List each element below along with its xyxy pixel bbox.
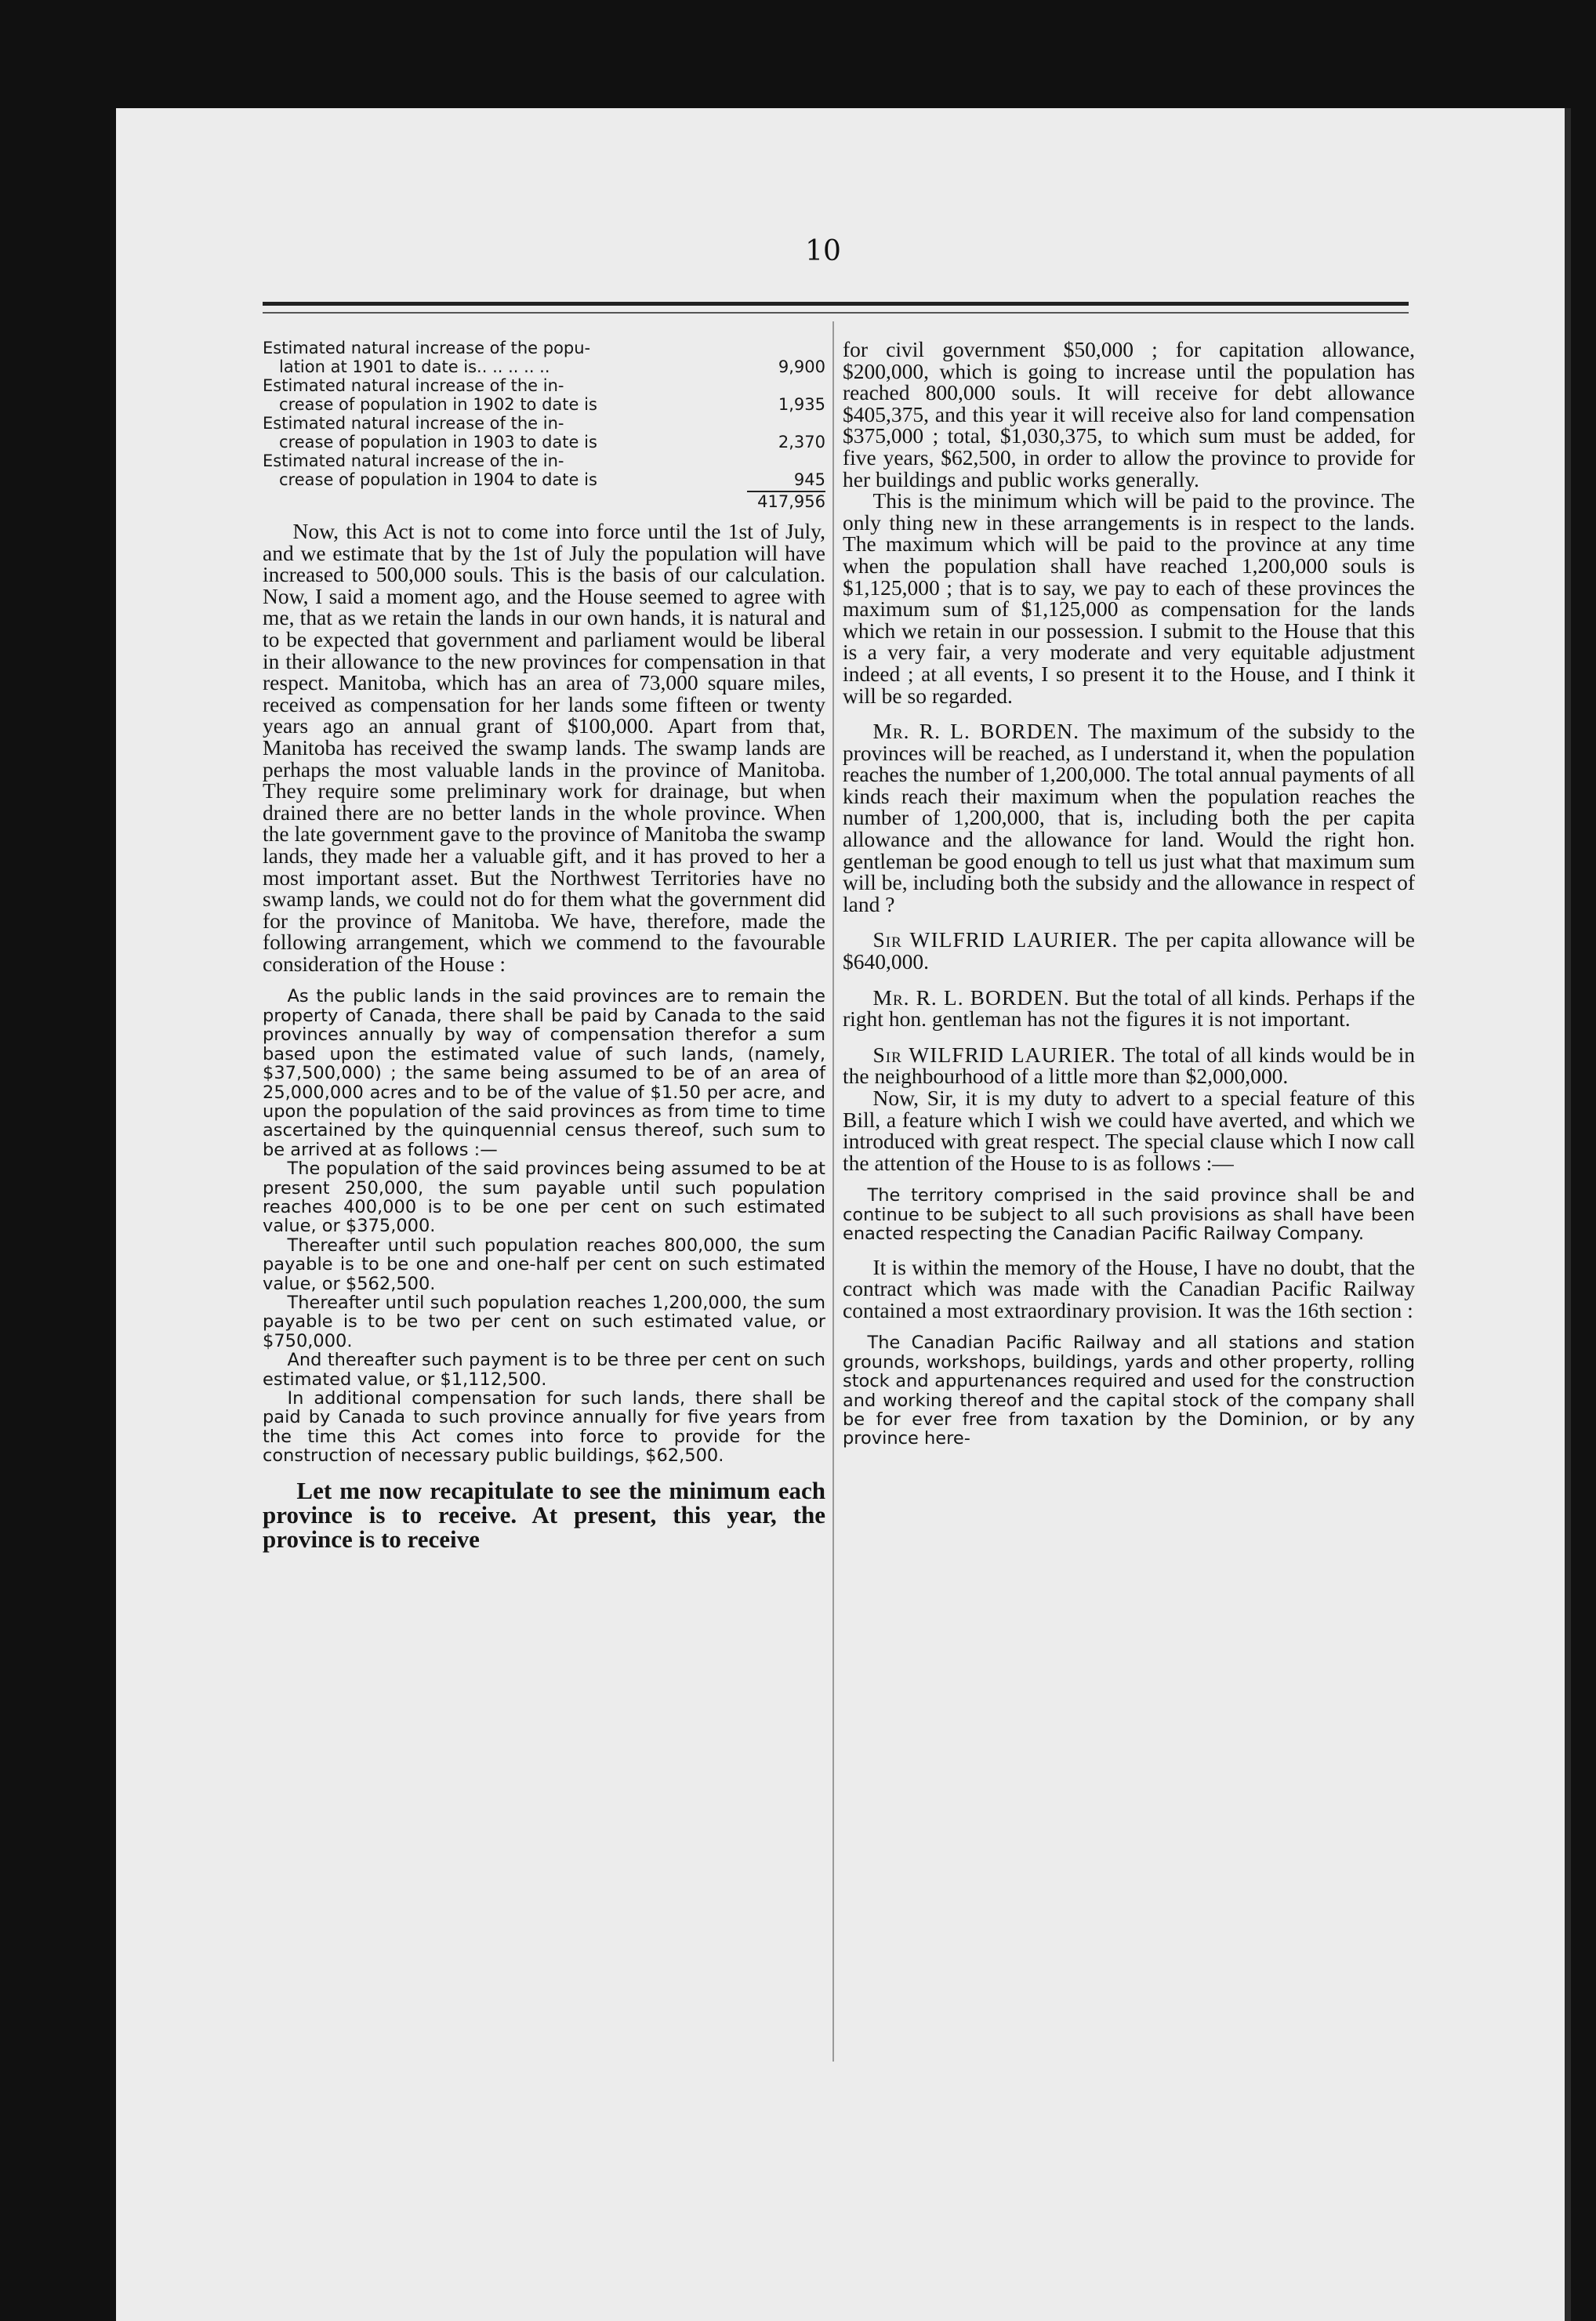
- speech: [843, 720, 1415, 915]
- left-column: [263, 339, 825, 1551]
- estimate-value: 1,935: [778, 395, 825, 414]
- right-column: [843, 339, 1415, 1449]
- speech-text: But the total of all kinds. Perhaps if the right hon. gentleman has not the figures it is not important.: [843, 985, 1416, 1032]
- quoted-clause: As the public lands in the said provinces are to remain the property of Canada, there shall be paid by Canada to the said provinces annually by way of compensation therefor a sum based upon the estimated value of such lands, (namely, $37,500,000) ; the same being assumed to be of an area of 25,000,000 acres and to be of the value of $1.50 per acre, and upon the population of the said provinces as from time to time ascertained by the quinquennial census thereof, such sum to be arrived at as follows :—: [263, 986, 825, 1160]
- paragraph: It is within the memory of the House, I have no doubt, that the contract which was made with the Canadian Pacific Railway contained a most extraordinary provision. It was the 16th section :: [843, 1254, 1415, 1322]
- estimate-label-cont: lation at 1901 to date is.. .. .. .. ..: [279, 357, 550, 376]
- page-number: 10: [805, 235, 841, 267]
- estimate-value: 9,900: [778, 357, 825, 376]
- column-divider: [832, 321, 834, 2062]
- estimate-label-cont: crease of population in 1902 to date is: [279, 395, 597, 414]
- header-rule: [263, 302, 1409, 306]
- paragraph-lead: Let me now recapitulate to see the minimum each province is to receive. At present, this year, the province is to receive: [263, 1476, 825, 1553]
- quoted-clause: In additional compensation for such lands, there shall be paid by Canada to such province annually for five years from the time this Act comes into force to provide for the construction of necessary public buildings, $62,500.: [263, 1388, 825, 1467]
- estimate-row: [263, 339, 825, 376]
- speaker-name: Mr. R. L. BORDEN.: [872, 985, 1070, 1010]
- estimate-row: [263, 376, 825, 414]
- estimate-value: 945: [793, 470, 825, 489]
- paragraph: Now, Sir, it is my duty to advert to a special feature of this Bill, a feature which I wish we could have averted, and which we introduced with great respect. The special clause which I now call the attention of the House to is as follows :—: [843, 1086, 1415, 1175]
- paragraph: for civil government $50,000 ; for capitation allowance, $200,000, which is going to increase until the population has reached 800,000 souls. It will receive for debt allowance $405,375, and this year it will receive also for land compensation $375,000 ; total, $1,030,375, to which sum must be added, for five years, $62,500, in order to allow the province to provide for her buildings and public works generally.: [843, 337, 1415, 491]
- estimate-value: 2,370: [778, 433, 825, 452]
- speech-text: The maximum of the subsidy to the provinces will be reached, as I understand it, when the population reaches the number of 1,200,000. The total annual payments of all kinds reach their maximum when the population reaches the number of 1,200,000, that is, including both the per capita allowance and the allowance for land. Would the right hon. gentleman be good enough to tell us just what that maximum sum will be, including both the subsidy and the allowance in respect of land ?: [843, 719, 1415, 916]
- estimate-label-cont: crease of population in 1904 to date is: [279, 470, 597, 489]
- speech-text: The per capita allowance will be $640,000.: [843, 927, 1416, 974]
- speech: [843, 1044, 1415, 1087]
- quoted-clause: The population of the said provinces being assumed to be at present 250,000, the sum payable until such population reaches 400,000 is to be one per cent on such estimated value, or $375,000.: [263, 1159, 825, 1237]
- quoted-clause: And thereafter such payment is to be three per cent on such estimated value, or $1,112,500.: [263, 1350, 825, 1390]
- quoted-clause: Thereafter until such population reaches 1,200,000, the sum payable is to be two per cent on such estimated value, or $750,000.: [263, 1292, 825, 1351]
- speech-text: The total of all kinds would be in the neighbourhood of a little more than $2,000,000.: [843, 1042, 1415, 1089]
- estimate-label: Estimated natural increase of the in-: [263, 414, 564, 433]
- estimate-label-cont: crease of population in 1903 to date is: [279, 433, 597, 452]
- speech: [843, 987, 1415, 1030]
- quoted-clause: The Canadian Pacific Railway and all stations and station grounds, workshops, buildings, yards and other property, rolling stock and appurtenances required and used for the construction and working thereof and the capital stock of the company shall be for ever free from taxation by the Dominion, or by any province here-: [843, 1333, 1415, 1449]
- speaker-name: Sir WILFRID LAURIER.: [872, 1042, 1116, 1067]
- population-estimates-table: [263, 339, 825, 511]
- speaker-name: Sir WILFRID LAURIER.: [872, 927, 1119, 952]
- quoted-clause: Thereafter until such population reaches 800,000, the sum payable is to be one and one-half per cent on such estimated value, or $562,500.: [263, 1235, 825, 1294]
- estimate-row: [263, 414, 825, 452]
- quoted-clause: The territory comprised in the said province shall be and continue to be subject to all such provisions as shall have been enacted respecting the Canadian Pacific Railway Company.: [843, 1185, 1415, 1245]
- estimate-total: 417,956: [757, 492, 825, 511]
- estimate-label: Estimated natural increase of the in-: [263, 376, 564, 395]
- speech: [843, 929, 1415, 972]
- page-edge-shadow: [1565, 108, 1571, 2321]
- header-rule-thin: [263, 312, 1409, 314]
- estimate-row: [263, 452, 825, 489]
- paragraph: Now, this Act is not to come into force until the 1st of July, and we estimate that by the 1st of July the population will have increased to 500,000 souls. This is the basis of our calculation. Now, I said a moment ago, and the House seemed to agree with me, that as we retain the lands in our own hands, it is natural and to be expected that government and parliament would be liberal in their allowance to the new provinces for compensation in that respect. Manitoba, which has an area of 73,000 square miles, received as compensation for her lands some fifteen or twenty years ago an annual grant of $100,000. Apart from that, Manitoba has received the swamp lands. The swamp lands are perhaps the most valuable lands in the province of Manitoba. They require some preliminary work for drainage, but when drained there are no better lands in the whole province. When the late government gave to the province of Manitoba the swamp lands, they made her a valuable gift, and it has proved to her a most important asset. But the Northwest Territories have no swamp lands, we could not do for them what the government did for the province of Manitoba. We have, therefore, made the following arrangement, which we commend to the favourable consideration of the House :: [263, 519, 825, 976]
- estimate-label: Estimated natural increase of the popu-: [263, 339, 591, 357]
- speaker-name: Mr. R. L. BORDEN.: [872, 719, 1080, 744]
- estimate-label: Estimated natural increase of the in-: [263, 452, 564, 470]
- paragraph: This is the minimum which will be paid to the province. The only thing new in these arrangements is in respect to the lands. The maximum which will be paid to the province at any time when the population shall have reached 1,200,000 souls is $1,125,000 ; that is to say, we pay to each of these provinces the maximum sum of $1,125,000 as compensation for the lands which we retain in our possession. I submit to the House that this is a very fair, a very moderate and very equitable adjustment indeed ; at all events, I so present it to the House, and I think it will be so regarded.: [843, 488, 1415, 708]
